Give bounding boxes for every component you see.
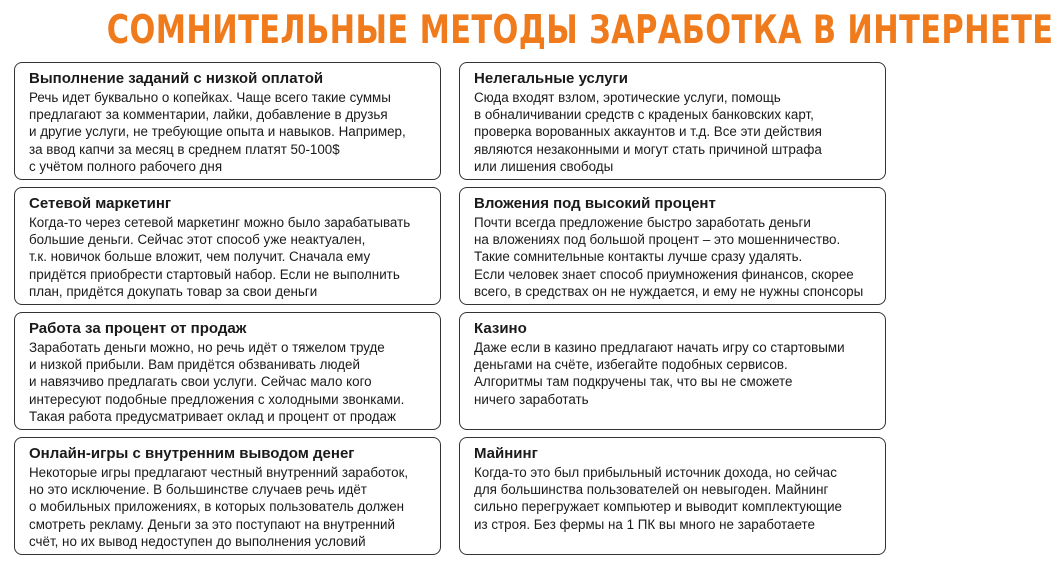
card-text-line: Даже если в казино предлагают начать игру со стартовыми xyxy=(474,340,845,355)
card-text-line: для большинства пользователей он невыгоден. Майнинг xyxy=(474,482,829,498)
card-title: Нелегальные услуги xyxy=(474,70,629,87)
card-text-line: на вложениях под большой процент – это мошенничество. xyxy=(474,232,841,248)
card-network-marketing xyxy=(14,187,441,305)
card-text-line: придётся приобрести стартовый набор. Если не выполнить xyxy=(29,266,400,282)
card-text-line: Если человек знает способ приумножения финансов, скорее xyxy=(474,266,854,282)
cards-grid xyxy=(14,62,886,557)
card-text-line: ничего заработать xyxy=(474,391,589,407)
card-text-line: смотреть рекламу. Деньги за это поступают на внутренний xyxy=(29,516,395,532)
card-title: Казино xyxy=(474,320,527,337)
card-text xyxy=(474,214,875,300)
card-text-line: Речь идет буквально о копейках. Чаще всего такие суммы xyxy=(29,90,391,105)
card-text xyxy=(29,89,430,175)
card-title: Майнинг xyxy=(474,445,538,462)
card-casino xyxy=(459,312,886,430)
card-title: Выполнение заданий с низкой оплатой xyxy=(29,70,324,87)
card-text-line: сильно перегружает компьютер и выводит комплектующие xyxy=(474,499,842,515)
card-text-line: большие деньги. Сейчас этот способ уже неактуален, xyxy=(29,232,366,248)
card-text-line: счёт, но их вывод недоступен до выполнения условий xyxy=(29,533,366,549)
card-text xyxy=(474,339,875,408)
card-text-line: предлагают за комментарии, лайки, добавление в друзья xyxy=(29,107,388,123)
card-text xyxy=(29,214,430,300)
card-text xyxy=(474,89,875,175)
card-text-line: но это исключение. В большинстве случаев речь идёт xyxy=(29,482,367,498)
card-text-line: и низкой прибыли. Вам придётся обзванивать людей xyxy=(29,357,360,373)
card-text-line: и навязчиво предлагать свои услуги. Сейчас мало кого xyxy=(29,374,372,390)
card-text-line: т.к. новичок больше вложит, чем получит. Сначала ему xyxy=(29,249,371,265)
card-text-line: Алгоритмы там подкручены так, что вы не сможете xyxy=(474,374,793,390)
card-sales-commission xyxy=(14,312,441,430)
card-text-line: или лишения свободы xyxy=(474,158,614,174)
card-title: Вложения под высокий процент xyxy=(474,195,716,212)
card-text xyxy=(474,464,875,533)
card-text-line: Такая работа предусматривает оклад и процент от продаж xyxy=(29,408,396,424)
card-title: Сетевой маркетинг xyxy=(29,195,172,212)
card-text-line: и другие услуги, не требующие опыта и навыков. Например, xyxy=(29,124,406,140)
card-title: Онлайн-игры с внутренним выводом денег xyxy=(29,445,355,462)
card-text-line: за ввод капчи за месяц в среднем платят 50-100$ xyxy=(29,141,340,157)
card-text-line: Сюда входят взлом, эротические услуги, помощь xyxy=(474,90,781,105)
card-text-line: в обналичивании средств с краденых банковских карт, xyxy=(474,107,814,123)
card-mining xyxy=(459,437,886,555)
card-text-line: план, придётся докупать товар за свои деньги xyxy=(29,283,318,299)
card-text-line: Почти всегда предложение быстро заработать деньги xyxy=(474,215,811,230)
card-text-line: проверка ворованных аккаунтов и т.д. Все эти действия xyxy=(474,124,822,140)
card-illegal-services xyxy=(459,62,886,180)
card-text-line: о мобильных приложениях, в которых пользователь должен xyxy=(29,499,405,515)
card-text-line: Некоторые игры предлагают честный внутренний заработок, xyxy=(29,465,409,480)
card-text-line: деньгами на счёте, избегайте подобных сервисов. xyxy=(474,357,788,373)
card-online-games xyxy=(14,437,441,555)
card-high-interest-investments xyxy=(459,187,886,305)
card-low-paid-tasks xyxy=(14,62,441,180)
card-text-line: из строя. Без фермы на 1 ПК вы много не заработаете xyxy=(474,516,815,532)
card-title: Работа за процент от продаж xyxy=(29,320,247,337)
page-title: СОМНИТЕЛЬНЫЕ МЕТОДЫ ЗАРАБОТКА В ИНТЕРНЕТЕ xyxy=(106,8,1053,53)
card-text-line: всего, в средствах он не нуждается, и ему не нужны спонсоры xyxy=(474,283,864,299)
card-text-line: Заработать деньги можно, но речь идёт о тяжелом труде xyxy=(29,340,385,355)
card-text-line: Такие сомнительные контакты лучше сразу удалять. xyxy=(474,249,803,265)
card-text xyxy=(29,464,430,550)
card-text-line: с учётом полного рабочего дня xyxy=(29,158,223,174)
card-text-line: Когда-то через сетевой маркетинг можно было зарабатывать xyxy=(29,215,411,230)
card-text-line: интересуют подобные предложения с холодными звонками. xyxy=(29,391,405,407)
card-text xyxy=(29,339,430,425)
card-text-line: являются незаконными и могут стать причиной штрафа xyxy=(474,141,822,157)
card-text-line: Когда-то это был прибыльный источник дохода, но сейчас xyxy=(474,465,837,480)
